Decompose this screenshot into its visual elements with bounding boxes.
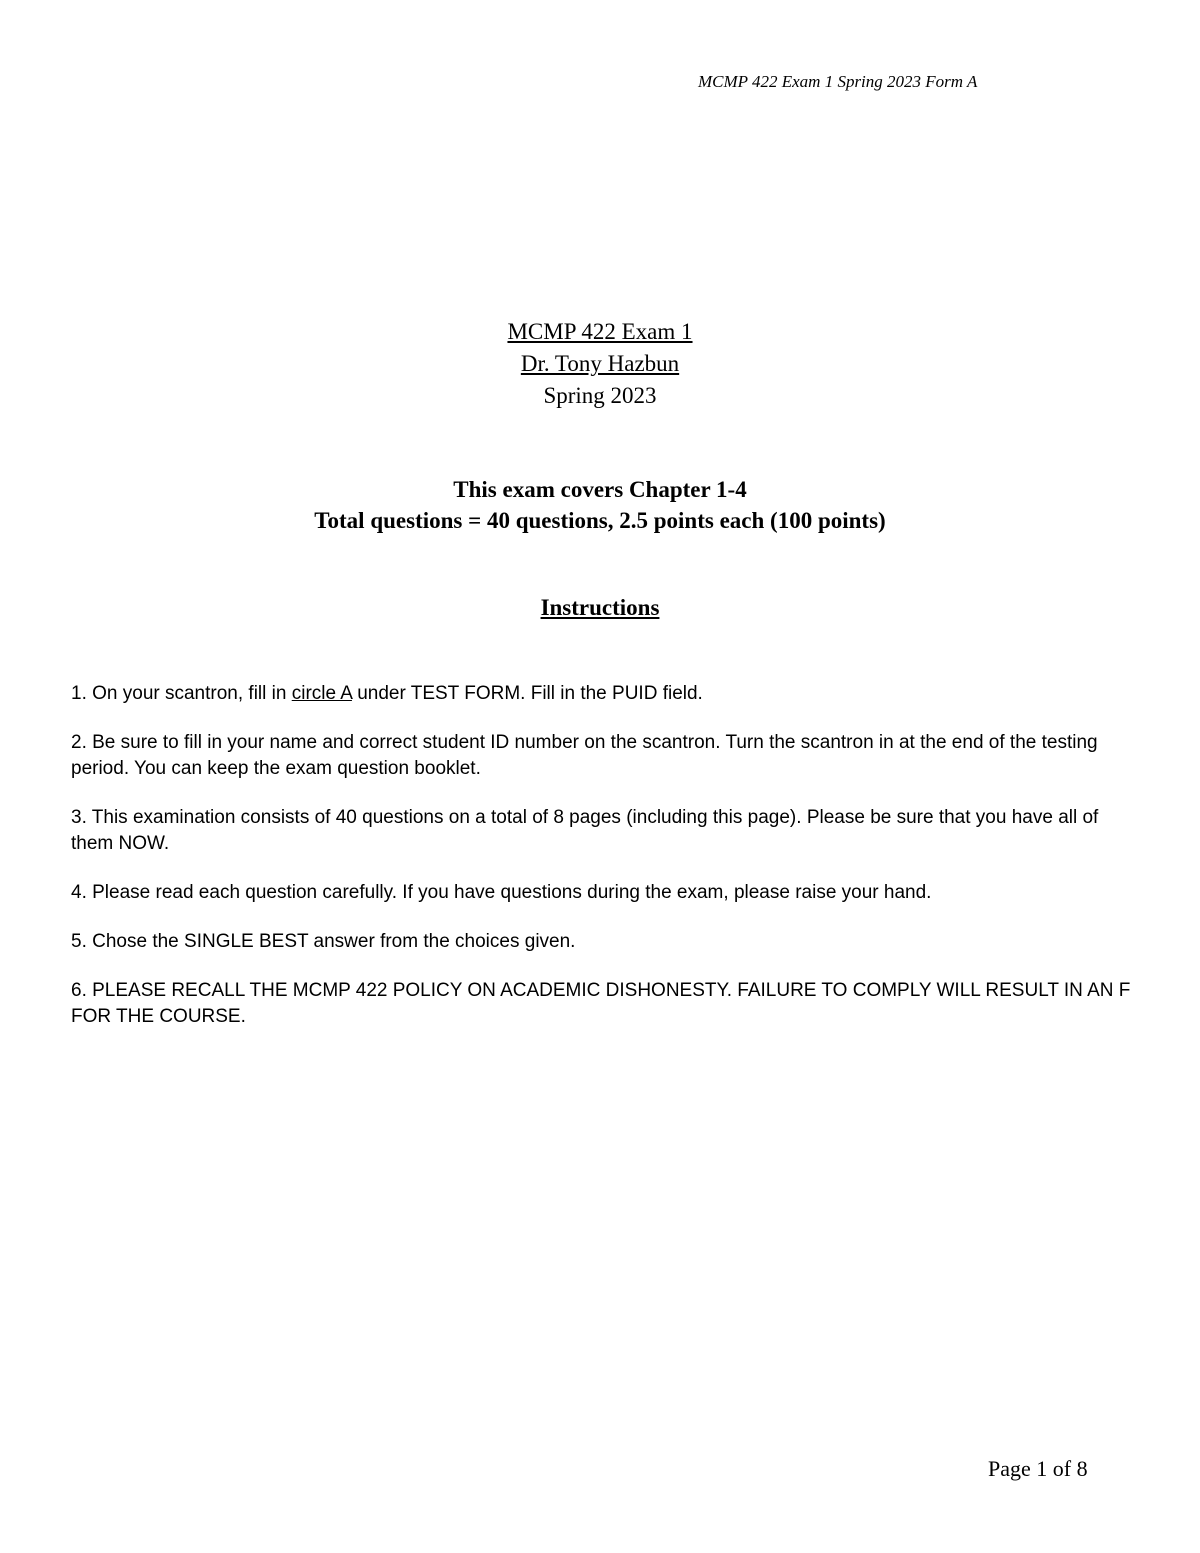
exam-cover-info bbox=[0, 474, 1200, 536]
instruction-item: 6. PLEASE RECALL THE MCMP 422 POLICY ON ACADEMIC DISHONESTY. FAILURE TO COMPLY WILL RESULT IN AN F FOR THE COURSE. bbox=[71, 980, 1131, 1027]
instruction-item: 2. Be sure to fill in your name and correct student ID number on the scantron. Turn the scantron in at the end of the testing period. You can keep the exam question booklet. bbox=[71, 732, 1098, 779]
circle-a-emphasis: circle A bbox=[291, 683, 352, 704]
instructions-list bbox=[71, 681, 1131, 1053]
title-block bbox=[0, 316, 1200, 412]
page-number: Page 1 of 8 bbox=[988, 1456, 1088, 1481]
course-title: MCMP 422 Exam 1 bbox=[507, 319, 693, 344]
instruction-item: 1. On your scantron, fill in circle A under TEST FORM. Fill in the PUID field. bbox=[71, 683, 703, 704]
exam-term: Spring 2023 bbox=[543, 383, 657, 408]
chapters-covered: This exam covers Chapter 1-4 bbox=[453, 477, 747, 502]
instruction-item: 3. This examination consists of 40 questions on a total of 8 pages (including this page). Please be sure that you have all of them NOW. bbox=[71, 807, 1099, 854]
instruction-item: 5. Chose the SINGLE BEST answer from the choices given. bbox=[71, 931, 576, 952]
instruction-item: 4. Please read each question carefully. If you have questions during the exam, please raise your hand. bbox=[71, 882, 932, 903]
question-totals: Total questions = 40 questions, 2.5 points each (100 points) bbox=[314, 508, 886, 533]
instructions-heading: Instructions bbox=[540, 595, 660, 620]
instructor-name: Dr. Tony Hazbun bbox=[520, 351, 680, 376]
running-header: MCMP 422 Exam 1 Spring 2023 Form A bbox=[698, 72, 978, 91]
